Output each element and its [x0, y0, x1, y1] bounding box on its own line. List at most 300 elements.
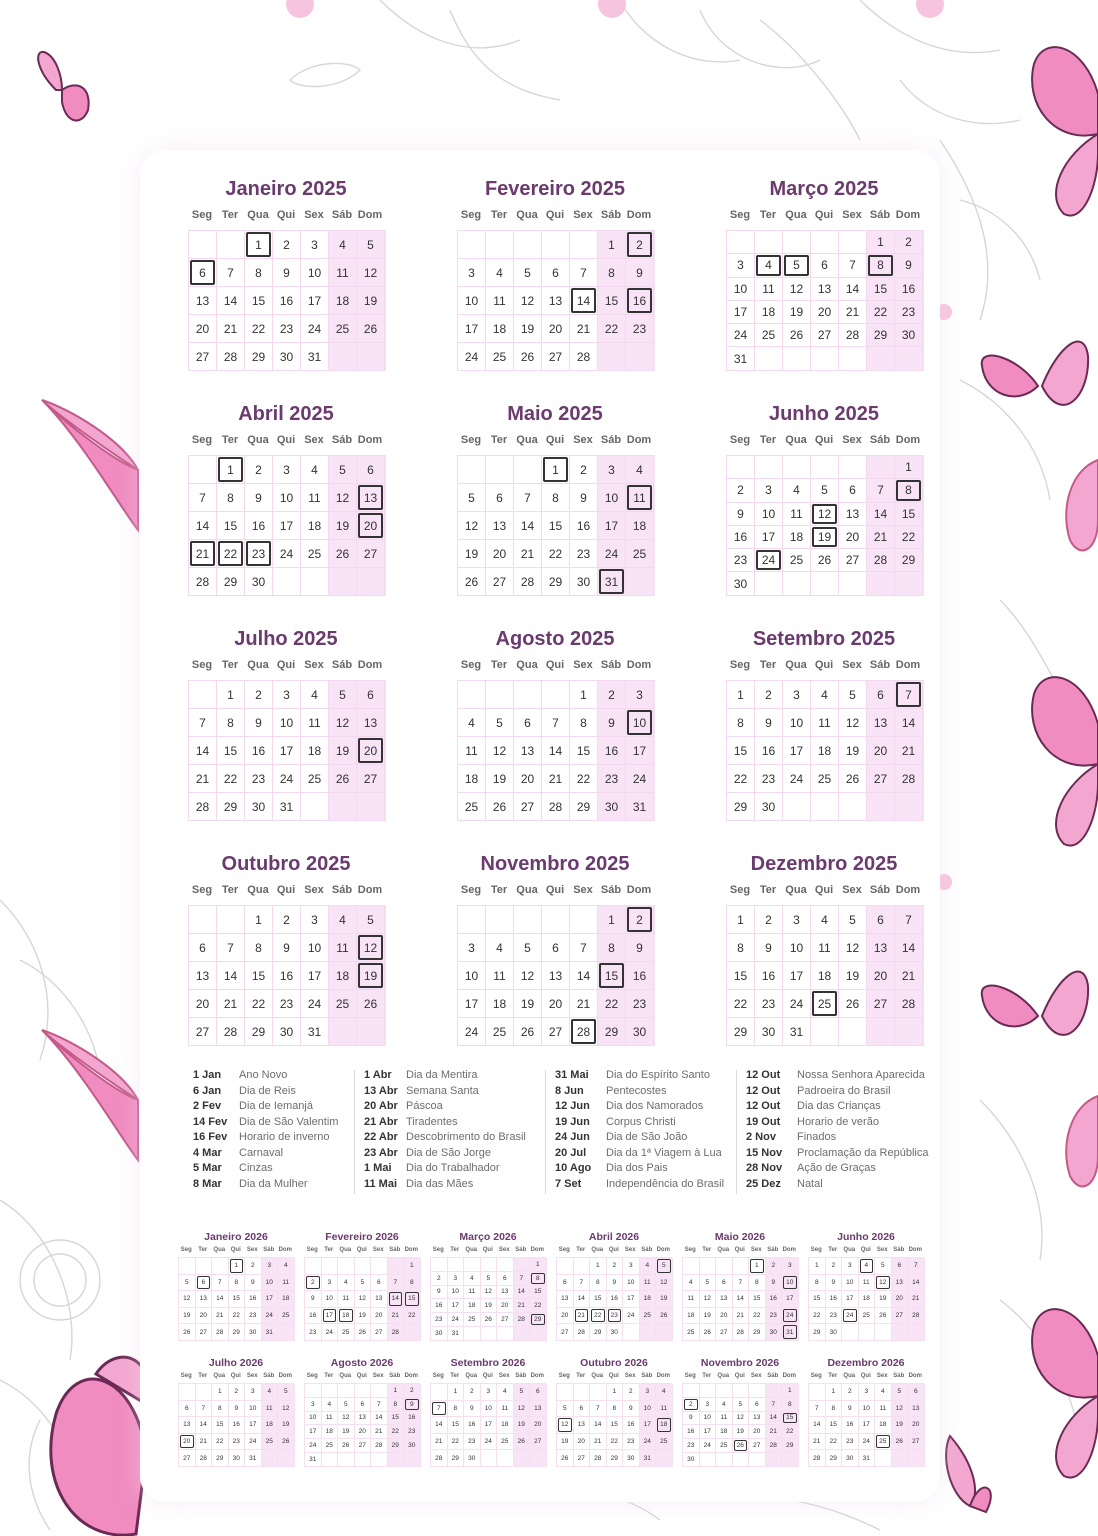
day-cell: 26	[514, 1434, 531, 1451]
day-cell: 26	[700, 1324, 717, 1341]
weekday-label: Dom	[782, 1373, 796, 1379]
day-cell: 17	[301, 962, 329, 990]
day-cell: 11	[301, 709, 329, 737]
weekday-label: Qua	[465, 1247, 478, 1253]
day-cell: 11	[497, 1401, 514, 1418]
empty-day-cell	[716, 1258, 733, 1275]
day-cell: 9	[626, 259, 654, 287]
day-cell: 4	[486, 259, 514, 287]
day-cell: 5	[481, 1272, 498, 1286]
day-cell: 3	[626, 681, 654, 709]
day-grid	[556, 1383, 672, 1467]
day-cell: 1	[782, 1384, 799, 1398]
day-cell: 27	[839, 549, 867, 572]
holiday-name: Natal	[797, 1177, 823, 1190]
weekday-label: Seg	[810, 1373, 822, 1379]
holiday-day-cell: 1	[217, 456, 245, 484]
day-cell: 30	[464, 1450, 481, 1467]
weekday-label: Qui	[608, 1247, 619, 1253]
weekday-label: Dom	[357, 659, 383, 671]
empty-day-cell	[626, 343, 654, 371]
weekday-label: Ter	[221, 659, 239, 671]
weekday-label: Sáb	[331, 209, 353, 221]
holiday-date: 21 Abr	[364, 1115, 398, 1128]
holiday-day-cell: 25	[811, 990, 839, 1018]
day-cell: 6	[542, 259, 570, 287]
weekday-label: Qua	[591, 1247, 604, 1253]
day-cell: 11	[656, 1401, 673, 1418]
day-cell: 16	[598, 737, 626, 765]
day-cell: 1	[590, 1258, 607, 1275]
month-calendar	[304, 1230, 420, 1341]
day-cell: 30	[683, 1453, 700, 1467]
holiday-name: Padroeira do Brasil	[797, 1084, 891, 1097]
day-cell: 20	[811, 301, 839, 324]
day-cell: 2	[431, 1272, 448, 1286]
day-cell: 19	[338, 1425, 355, 1439]
day-cell: 16	[273, 287, 301, 315]
day-cell: 26	[783, 324, 811, 347]
empty-day-cell	[481, 1327, 498, 1341]
day-cell: 9	[464, 1401, 481, 1418]
holiday-name: Finados	[797, 1131, 837, 1143]
empty-day-cell	[305, 1384, 322, 1398]
day-cell: 13	[486, 512, 514, 540]
day-cell: 16	[623, 1417, 640, 1434]
empty-day-cell	[464, 1258, 481, 1272]
empty-day-cell	[811, 1018, 839, 1046]
day-cell: 14	[217, 287, 245, 315]
day-cell: 11	[783, 503, 811, 526]
holiday-row	[555, 1146, 724, 1162]
day-cell: 26	[557, 1450, 574, 1467]
day-cell: 17	[273, 737, 301, 765]
day-cell: 19	[355, 1308, 372, 1325]
weekday-header	[726, 656, 924, 674]
day-cell: 30	[598, 793, 626, 821]
day-cell: 27	[867, 990, 895, 1018]
day-cell: 5	[179, 1275, 196, 1292]
day-cell: 7	[570, 934, 598, 962]
day-cell: 25	[811, 765, 839, 793]
holiday-day-cell: 12	[357, 934, 385, 962]
empty-day-cell	[755, 231, 783, 254]
day-cell: 10	[842, 1275, 859, 1292]
month-calendar	[186, 851, 386, 1046]
empty-day-cell	[486, 681, 514, 709]
day-cell: 9	[245, 709, 273, 737]
day-cell: 20	[542, 990, 570, 1018]
month-calendar	[556, 1356, 672, 1467]
month-calendar	[186, 401, 386, 596]
holiday-row	[555, 1115, 724, 1131]
day-cell: 19	[514, 1417, 531, 1434]
holiday-day-cell: 7	[895, 681, 923, 709]
month-title: Outubro 2026	[580, 1357, 648, 1369]
day-cell: 18	[458, 765, 486, 793]
holiday-day-cell: 2	[683, 1398, 700, 1412]
day-cell: 7	[189, 709, 217, 737]
day-cell: 19	[656, 1291, 673, 1308]
weekday-label: Qua	[591, 1373, 604, 1379]
weekday-label: Ter	[221, 209, 239, 221]
day-cell: 23	[826, 1308, 843, 1325]
day-cell: 12	[733, 1412, 750, 1426]
day-cell: 1	[809, 1258, 826, 1275]
weekday-label: Qui	[276, 884, 296, 896]
weekday-label: Ter	[450, 1247, 460, 1253]
weekday-label: Seg	[558, 1247, 570, 1253]
holiday-row	[555, 1177, 724, 1193]
month-title: Junho 2026	[837, 1231, 895, 1243]
day-cell: 20	[530, 1417, 547, 1434]
day-cell: 20	[189, 990, 217, 1018]
day-cell: 11	[278, 1275, 295, 1292]
day-cell: 24	[783, 990, 811, 1018]
weekday-label: Sex	[304, 209, 324, 221]
month-title: Março 2026	[459, 1231, 517, 1243]
empty-day-cell	[301, 793, 329, 821]
holiday-row	[364, 1099, 526, 1115]
holiday-name: Dia de São João	[606, 1131, 688, 1143]
holiday-date: 23 Abr	[364, 1146, 398, 1159]
empty-day-cell	[497, 1450, 514, 1467]
holiday-row	[193, 1099, 338, 1115]
day-cell: 14	[196, 1417, 213, 1434]
butterfly-icon	[1032, 677, 1098, 845]
day-cell: 25	[301, 765, 329, 793]
month-title: Agosto 2025	[495, 628, 615, 650]
empty-day-cell	[458, 231, 486, 259]
weekday-label: Dom	[278, 1247, 292, 1253]
day-cell: 29	[727, 793, 755, 821]
day-cell: 17	[783, 962, 811, 990]
day-cell: 3	[458, 934, 486, 962]
day-cell: 20	[542, 315, 570, 343]
day-cell: 6	[189, 934, 217, 962]
empty-day-cell	[542, 681, 570, 709]
day-cell: 6	[497, 1272, 514, 1286]
day-cell: 10	[783, 934, 811, 962]
day-cell: 16	[626, 962, 654, 990]
day-cell: 25	[464, 1313, 481, 1327]
day-cell: 25	[783, 549, 811, 572]
weekday-label: Qua	[247, 659, 269, 671]
weekday-label: Sex	[876, 1373, 888, 1379]
holiday-date: 8 Jun	[555, 1084, 584, 1097]
day-cell: 31	[301, 1018, 329, 1046]
empty-day-cell	[355, 1453, 372, 1467]
day-cell: 28	[371, 1439, 388, 1453]
day-cell: 6	[716, 1275, 733, 1292]
day-cell: 26	[875, 1308, 892, 1325]
weekday-label: Ter	[759, 884, 777, 896]
holiday-day-cell: 12	[811, 503, 839, 526]
day-cell: 8	[570, 709, 598, 737]
day-cell: 26	[357, 315, 385, 343]
day-cell: 20	[196, 1308, 213, 1325]
day-cell: 8	[212, 1401, 229, 1418]
day-cell: 13	[542, 287, 570, 315]
holiday-name: Ano Novo	[239, 1069, 288, 1081]
day-cell: 24	[623, 1308, 640, 1325]
day-grid	[304, 1257, 420, 1341]
day-cell: 11	[640, 1275, 657, 1292]
weekday-label: Sáb	[515, 1247, 527, 1253]
empty-day-cell	[388, 1258, 405, 1275]
weekday-label: Sáb	[893, 1247, 905, 1253]
holiday-day-cell: 11	[626, 484, 654, 512]
day-cell: 1	[727, 906, 755, 934]
day-cell: 20	[867, 962, 895, 990]
day-cell: 2	[842, 1384, 859, 1401]
day-cell: 22	[404, 1308, 421, 1325]
empty-day-cell	[839, 572, 867, 595]
day-cell: 14	[590, 1417, 607, 1434]
empty-day-cell	[338, 1258, 355, 1275]
butterfly-icon	[946, 1436, 991, 1512]
holiday-day-cell: 14	[388, 1291, 405, 1308]
day-cell: 17	[783, 737, 811, 765]
holiday-row	[555, 1130, 724, 1146]
day-grid	[808, 1257, 924, 1341]
weekday-label: Ter	[828, 1247, 838, 1253]
day-cell: 13	[867, 934, 895, 962]
empty-day-cell	[839, 231, 867, 254]
day-cell: 16	[755, 962, 783, 990]
day-cell: 5	[514, 934, 542, 962]
empty-day-cell	[179, 1258, 196, 1275]
day-cell: 13	[514, 737, 542, 765]
day-cell: 14	[570, 962, 598, 990]
day-cell: 13	[867, 709, 895, 737]
day-cell: 25	[640, 1308, 657, 1325]
weekday-header	[430, 1245, 546, 1255]
day-cell: 1	[598, 231, 626, 259]
day-cell: 18	[486, 990, 514, 1018]
weekday-header	[726, 881, 924, 899]
empty-day-cell	[590, 1384, 607, 1401]
day-cell: 24	[305, 1439, 322, 1453]
weekday-label: Qui	[814, 659, 834, 671]
empty-day-cell	[273, 568, 301, 596]
weekday-label: Sex	[498, 1247, 510, 1253]
empty-day-cell	[329, 343, 357, 371]
holiday-day-cell: 8	[530, 1272, 547, 1286]
day-cell: 5	[458, 484, 486, 512]
holiday-name: Cinzas	[239, 1162, 273, 1174]
holiday-date: 11 Mai	[364, 1177, 398, 1190]
month-calendar	[808, 1356, 924, 1467]
day-cell: 30	[826, 1324, 843, 1341]
day-cell: 7	[895, 906, 923, 934]
day-cell: 21	[839, 301, 867, 324]
day-cell: 7	[514, 1272, 531, 1286]
day-cell: 17	[458, 315, 486, 343]
day-cell: 15	[229, 1291, 246, 1308]
day-cell: 5	[811, 479, 839, 502]
weekday-label: Qua	[785, 209, 807, 221]
empty-day-cell	[431, 1258, 448, 1272]
day-cell: 18	[875, 1417, 892, 1434]
day-cell: 2	[404, 1384, 421, 1398]
day-cell: 25	[329, 990, 357, 1018]
day-cell: 10	[623, 1275, 640, 1292]
day-cell: 9	[826, 1275, 843, 1292]
day-cell: 5	[514, 259, 542, 287]
holiday-divider	[736, 1070, 737, 1194]
holiday-day-cell: 20	[357, 512, 385, 540]
day-cell: 2	[273, 231, 301, 259]
day-cell: 23	[842, 1434, 859, 1451]
holiday-date: 16 Fev	[193, 1131, 228, 1143]
day-cell: 2	[570, 456, 598, 484]
day-grid	[726, 230, 924, 371]
weekday-label: Dom	[404, 1247, 418, 1253]
day-cell: 5	[514, 1384, 531, 1401]
holiday-day-cell: 31	[782, 1324, 799, 1341]
day-cell: 13	[892, 1275, 909, 1292]
holiday-day-cell: 4	[859, 1258, 876, 1275]
empty-day-cell	[727, 456, 755, 479]
empty-day-cell	[388, 1453, 405, 1467]
weekday-label: Qui	[608, 1373, 619, 1379]
weekday-label: Qui	[545, 884, 565, 896]
day-cell: 23	[273, 315, 301, 343]
day-cell: 26	[357, 990, 385, 1018]
empty-day-cell	[514, 1258, 531, 1272]
day-cell: 3	[481, 1384, 498, 1401]
weekday-label: Dom	[908, 1247, 922, 1253]
holiday-day-cell: 21	[189, 540, 217, 568]
day-cell: 15	[212, 1417, 229, 1434]
day-cell: 4	[262, 1384, 279, 1401]
empty-day-cell	[755, 456, 783, 479]
butterfly-icon	[982, 342, 1088, 405]
day-cell: 2	[598, 681, 626, 709]
weekday-header	[556, 1371, 672, 1381]
weekday-label: Dom	[782, 1247, 796, 1253]
day-cell: 5	[486, 709, 514, 737]
day-cell: 18	[859, 1291, 876, 1308]
empty-day-cell	[196, 1258, 213, 1275]
weekday-label: Qui	[814, 434, 834, 446]
day-grid	[726, 680, 924, 821]
day-cell: 17	[755, 526, 783, 549]
holiday-day-cell: 6	[189, 259, 217, 287]
weekday-label: Seg	[460, 209, 482, 221]
day-cell: 30	[273, 1018, 301, 1046]
day-cell: 29	[570, 793, 598, 821]
day-cell: 29	[217, 793, 245, 821]
holiday-day-cell: 24	[842, 1308, 859, 1325]
holiday-day-cell: 1	[245, 231, 273, 259]
day-cell: 19	[179, 1308, 196, 1325]
weekday-label: Sex	[842, 209, 862, 221]
weekday-label: Dom	[895, 884, 921, 896]
holiday-row	[746, 1115, 928, 1131]
empty-day-cell	[683, 1258, 700, 1275]
day-cell: 15	[826, 1417, 843, 1434]
day-cell: 10	[245, 1401, 262, 1418]
holiday-name: Dia dos Namorados	[606, 1100, 704, 1112]
day-cell: 21	[514, 1299, 531, 1313]
day-cell: 22	[217, 765, 245, 793]
day-cell: 5	[338, 1398, 355, 1412]
month-calendar	[186, 176, 386, 371]
holiday-day-cell: 2	[305, 1275, 322, 1292]
day-cell: 20	[892, 1291, 909, 1308]
day-cell: 22	[895, 526, 923, 549]
empty-day-cell	[811, 347, 839, 370]
holiday-date: 12 Out	[746, 1084, 781, 1097]
day-cell: 28	[217, 1018, 245, 1046]
day-cell: 8	[598, 259, 626, 287]
day-cell: 19	[357, 287, 385, 315]
weekday-label: Qui	[814, 209, 834, 221]
empty-day-cell	[481, 1258, 498, 1272]
day-cell: 8	[542, 484, 570, 512]
weekday-label: Qui	[734, 1373, 745, 1379]
weekday-label: Ter	[198, 1373, 208, 1379]
weekday-label: Dom	[656, 1247, 670, 1253]
empty-day-cell	[530, 1450, 547, 1467]
day-cell: 13	[542, 962, 570, 990]
month-calendar	[178, 1230, 294, 1341]
empty-day-cell	[895, 1018, 923, 1046]
day-cell: 6	[867, 906, 895, 934]
weekday-header	[188, 431, 386, 449]
day-cell: 3	[301, 906, 329, 934]
empty-day-cell	[875, 1450, 892, 1467]
empty-day-cell	[329, 793, 357, 821]
holiday-divider	[354, 1070, 355, 1194]
day-cell: 14	[514, 1286, 531, 1300]
day-cell: 22	[826, 1434, 843, 1451]
day-cell: 11	[329, 259, 357, 287]
day-cell: 14	[574, 1291, 591, 1308]
day-cell: 7	[766, 1398, 783, 1412]
day-cell: 30	[766, 1324, 783, 1341]
empty-day-cell	[514, 681, 542, 709]
butterfly-icon	[1066, 1096, 1098, 1186]
day-cell: 2	[607, 1258, 624, 1275]
day-cell: 29	[542, 568, 570, 596]
day-grid	[808, 1383, 924, 1467]
weekday-label: Seg	[306, 1247, 318, 1253]
day-cell: 21	[217, 990, 245, 1018]
day-cell: 17	[262, 1291, 279, 1308]
weekday-label: Ter	[759, 209, 777, 221]
empty-day-cell	[431, 1384, 448, 1401]
holiday-column	[364, 1068, 526, 1192]
day-cell: 5	[839, 681, 867, 709]
empty-day-cell	[514, 1450, 531, 1467]
day-cell: 15	[867, 278, 895, 301]
day-cell: 29	[245, 343, 273, 371]
weekday-label: Seg	[306, 1373, 318, 1379]
day-cell: 7	[371, 1398, 388, 1412]
day-cell: 21	[895, 737, 923, 765]
day-grid	[178, 1383, 294, 1467]
empty-day-cell	[301, 568, 329, 596]
day-cell: 20	[908, 1417, 925, 1434]
day-cell: 29	[749, 1324, 766, 1341]
day-grid	[457, 905, 655, 1046]
day-cell: 29	[217, 568, 245, 596]
month-calendar	[455, 401, 655, 596]
day-cell: 16	[755, 737, 783, 765]
